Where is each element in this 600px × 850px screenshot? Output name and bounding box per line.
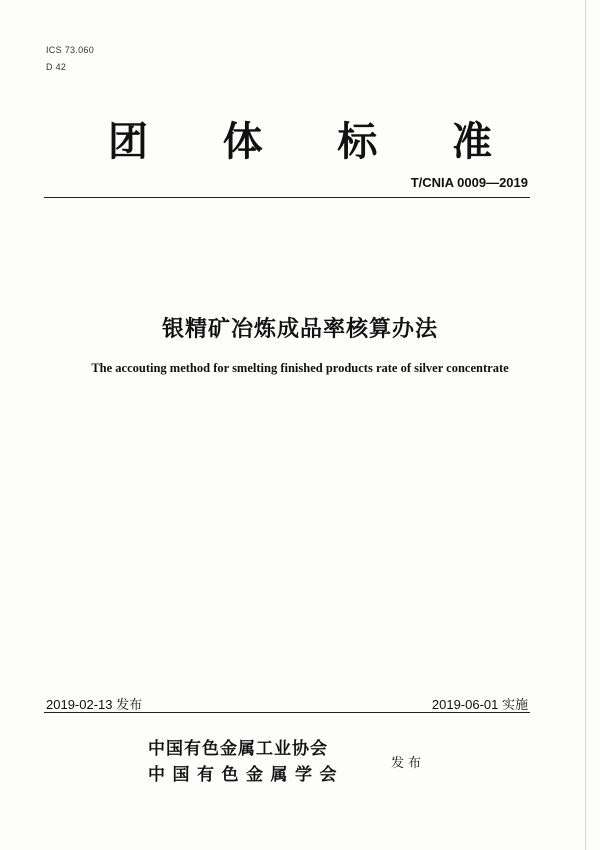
standard-number: T/CNIA 0009—2019 (410, 175, 528, 190)
publisher-name: 中国有色金属学会 (148, 765, 344, 785)
publisher-block (148, 736, 344, 788)
ics-code: ICS 73.060 (46, 45, 95, 55)
publish-label: 发布 (391, 756, 426, 771)
ccs-code: D 42 (46, 62, 67, 72)
publisher-name: 中国有色金属工业协会 (148, 739, 328, 759)
bottom-divider (44, 712, 530, 713)
standard-type-heading (108, 110, 492, 167)
scan-edge-line (585, 0, 586, 850)
top-divider (44, 197, 530, 198)
title-chinese: 银精矿冶炼成品率核算办法 (161, 317, 438, 342)
standard-type-char: 标 (337, 119, 378, 165)
standard-type-char: 准 (451, 119, 492, 165)
implementation-date: 2019-06-01 实施 (431, 697, 528, 712)
title-english: The accouting method for smelting finished products rate of silver concentrate (91, 361, 509, 375)
standard-type-char: 团 (108, 119, 148, 165)
standard-type-char: 体 (222, 119, 263, 165)
issue-date: 2019-02-13 发布 (46, 697, 143, 712)
